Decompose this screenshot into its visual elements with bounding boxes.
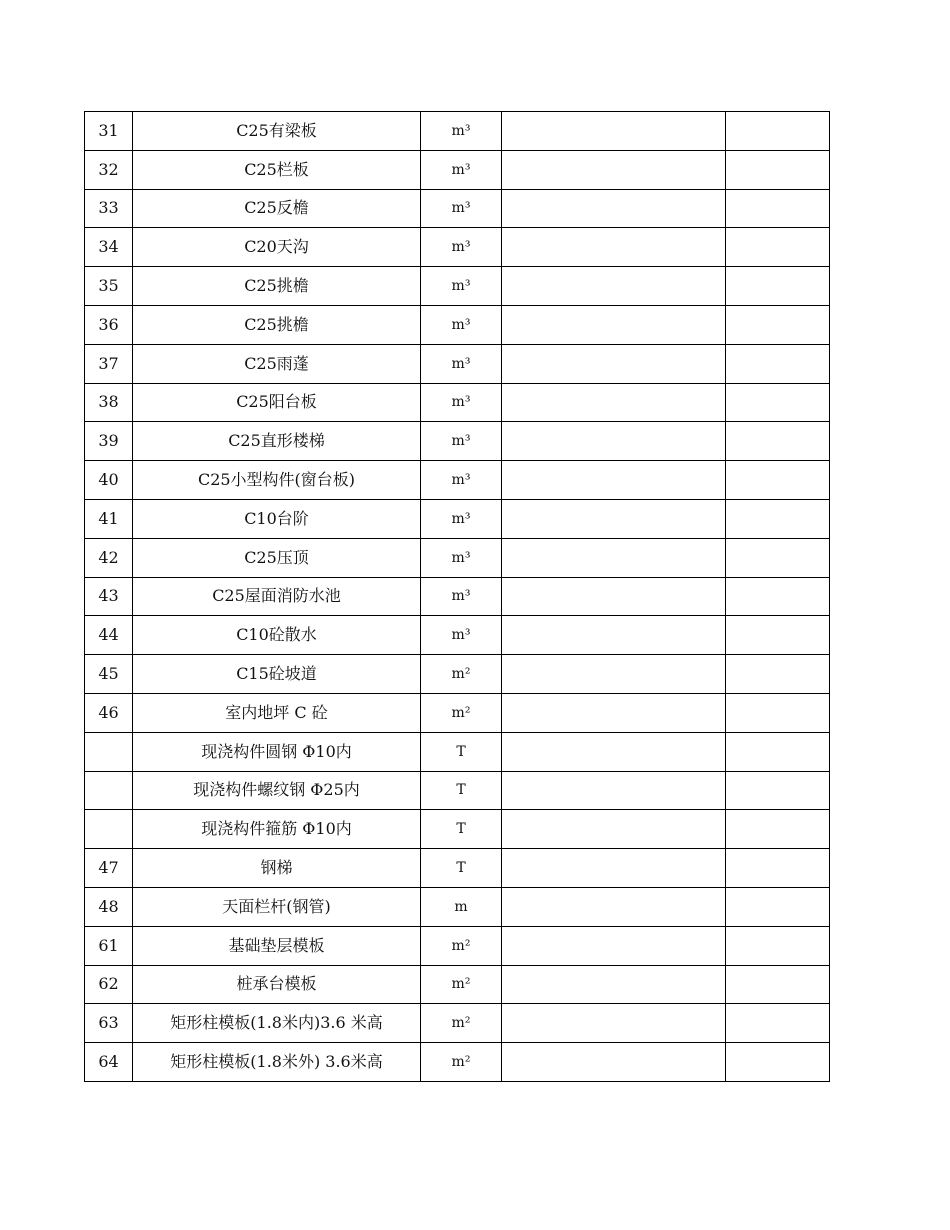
quantity-cell [502, 655, 726, 694]
item-name-cell: 桩承台模板 [133, 965, 421, 1004]
unit-cell: m³ [421, 538, 502, 577]
item-number-cell: 35 [85, 267, 133, 306]
item-number-cell: 44 [85, 616, 133, 655]
item-name-cell: C25挑檐 [133, 267, 421, 306]
item-name-cell: C25屋面消防水池 [133, 577, 421, 616]
unit-cell: T [421, 810, 502, 849]
table-row [85, 810, 830, 849]
item-number-cell: 32 [85, 150, 133, 189]
item-number-cell: 37 [85, 344, 133, 383]
item-name-cell: C25反檐 [133, 189, 421, 228]
item-name-cell: 现浇构件箍筋 Φ10内 [133, 810, 421, 849]
unit-cell: T [421, 771, 502, 810]
remark-cell [726, 189, 830, 228]
table-row [85, 655, 830, 694]
item-number-cell: 63 [85, 1004, 133, 1043]
unit-cell: m³ [421, 112, 502, 151]
item-number-cell [85, 771, 133, 810]
remark-cell [726, 1004, 830, 1043]
remark-cell [726, 693, 830, 732]
table-row [85, 150, 830, 189]
unit-cell: m³ [421, 461, 502, 500]
quantity-cell [502, 538, 726, 577]
item-name-cell: C20天沟 [133, 228, 421, 267]
remark-cell [726, 422, 830, 461]
item-name-cell: 矩形柱模板(1.8米外) 3.6米高 [133, 1043, 421, 1082]
table-row [85, 1043, 830, 1082]
item-name-cell: C25小型构件(窗台板) [133, 461, 421, 500]
table-row [85, 926, 830, 965]
table-row [85, 849, 830, 888]
quantity-cell [502, 189, 726, 228]
remark-cell [726, 965, 830, 1004]
unit-cell: m² [421, 1043, 502, 1082]
item-number-cell: 39 [85, 422, 133, 461]
unit-cell: m³ [421, 344, 502, 383]
table-row [85, 344, 830, 383]
table-row [85, 887, 830, 926]
item-number-cell: 43 [85, 577, 133, 616]
quantity-cell [502, 461, 726, 500]
table-row [85, 422, 830, 461]
bill-of-quantities-table [84, 111, 830, 1082]
quantity-cell [502, 771, 726, 810]
item-number-cell: 61 [85, 926, 133, 965]
remark-cell [726, 771, 830, 810]
quantity-cell [502, 112, 726, 151]
item-name-cell: 现浇构件螺纹钢 Φ25内 [133, 771, 421, 810]
table-row [85, 693, 830, 732]
item-name-cell: C25阳台板 [133, 383, 421, 422]
remark-cell [726, 887, 830, 926]
table-row [85, 461, 830, 500]
item-number-cell: 31 [85, 112, 133, 151]
table-row [85, 189, 830, 228]
item-name-cell: 钢梯 [133, 849, 421, 888]
item-number-cell: 41 [85, 499, 133, 538]
item-number-cell: 36 [85, 305, 133, 344]
table-row [85, 577, 830, 616]
quantity-cell [502, 849, 726, 888]
remark-cell [726, 112, 830, 151]
item-number-cell: 64 [85, 1043, 133, 1082]
unit-cell: m² [421, 1004, 502, 1043]
item-name-cell: C25有梁板 [133, 112, 421, 151]
item-name-cell: 室内地坪 C 砼 [133, 693, 421, 732]
unit-cell: T [421, 732, 502, 771]
remark-cell [726, 616, 830, 655]
item-number-cell: 38 [85, 383, 133, 422]
table-row [85, 383, 830, 422]
unit-cell: m³ [421, 577, 502, 616]
remark-cell [726, 499, 830, 538]
quantity-cell [502, 150, 726, 189]
item-number-cell: 40 [85, 461, 133, 500]
item-name-cell: C25挑檐 [133, 305, 421, 344]
unit-cell: T [421, 849, 502, 888]
remark-cell [726, 732, 830, 771]
item-number-cell [85, 810, 133, 849]
unit-cell: m² [421, 693, 502, 732]
remark-cell [726, 228, 830, 267]
unit-cell: m³ [421, 383, 502, 422]
quantity-cell [502, 383, 726, 422]
item-name-cell: 矩形柱模板(1.8米内)3.6 米高 [133, 1004, 421, 1043]
unit-cell: m³ [421, 422, 502, 461]
item-name-cell: C25压顶 [133, 538, 421, 577]
item-number-cell: 33 [85, 189, 133, 228]
unit-cell: m³ [421, 228, 502, 267]
item-name-cell: C15砼坡道 [133, 655, 421, 694]
item-number-cell: 47 [85, 849, 133, 888]
item-number-cell: 46 [85, 693, 133, 732]
table-row [85, 1004, 830, 1043]
table-body [85, 112, 830, 1082]
quantity-cell [502, 577, 726, 616]
quantity-cell [502, 267, 726, 306]
quantity-cell [502, 1043, 726, 1082]
table-row [85, 499, 830, 538]
item-number-cell: 48 [85, 887, 133, 926]
unit-cell: m² [421, 655, 502, 694]
item-number-cell: 45 [85, 655, 133, 694]
unit-cell: m² [421, 965, 502, 1004]
quantity-cell [502, 499, 726, 538]
unit-cell: m³ [421, 267, 502, 306]
table-row [85, 616, 830, 655]
remark-cell [726, 383, 830, 422]
quantity-cell [502, 228, 726, 267]
quantity-cell [502, 616, 726, 655]
item-name-cell: 现浇构件圆钢 Φ10内 [133, 732, 421, 771]
item-name-cell: C25雨蓬 [133, 344, 421, 383]
table-row [85, 305, 830, 344]
item-number-cell: 34 [85, 228, 133, 267]
quantity-cell [502, 732, 726, 771]
unit-cell: m³ [421, 305, 502, 344]
remark-cell [726, 810, 830, 849]
remark-cell [726, 538, 830, 577]
remark-cell [726, 150, 830, 189]
item-number-cell: 42 [85, 538, 133, 577]
item-name-cell: 基础垫层模板 [133, 926, 421, 965]
quantity-cell [502, 810, 726, 849]
remark-cell [726, 305, 830, 344]
unit-cell: m² [421, 926, 502, 965]
quantity-cell [502, 693, 726, 732]
item-number-cell: 62 [85, 965, 133, 1004]
remark-cell [726, 849, 830, 888]
table-row [85, 732, 830, 771]
unit-cell: m³ [421, 150, 502, 189]
remark-cell [726, 926, 830, 965]
item-name-cell: C25直形楼梯 [133, 422, 421, 461]
table-row [85, 538, 830, 577]
item-name-cell: C10台阶 [133, 499, 421, 538]
remark-cell [726, 267, 830, 306]
item-name-cell: 天面栏杆(钢管) [133, 887, 421, 926]
remark-cell [726, 1043, 830, 1082]
quantity-cell [502, 422, 726, 461]
quantity-cell [502, 887, 726, 926]
item-name-cell: C25栏板 [133, 150, 421, 189]
quantity-cell [502, 926, 726, 965]
quantity-cell [502, 1004, 726, 1043]
quantity-cell [502, 965, 726, 1004]
item-name-cell: C10砼散水 [133, 616, 421, 655]
unit-cell: m³ [421, 616, 502, 655]
remark-cell [726, 461, 830, 500]
table-row [85, 267, 830, 306]
table-row [85, 112, 830, 151]
remark-cell [726, 655, 830, 694]
item-number-cell [85, 732, 133, 771]
remark-cell [726, 344, 830, 383]
table-row [85, 965, 830, 1004]
unit-cell: m [421, 887, 502, 926]
quantity-cell [502, 344, 726, 383]
quantity-cell [502, 305, 726, 344]
table-row [85, 228, 830, 267]
table-row [85, 771, 830, 810]
remark-cell [726, 577, 830, 616]
unit-cell: m³ [421, 189, 502, 228]
unit-cell: m³ [421, 499, 502, 538]
